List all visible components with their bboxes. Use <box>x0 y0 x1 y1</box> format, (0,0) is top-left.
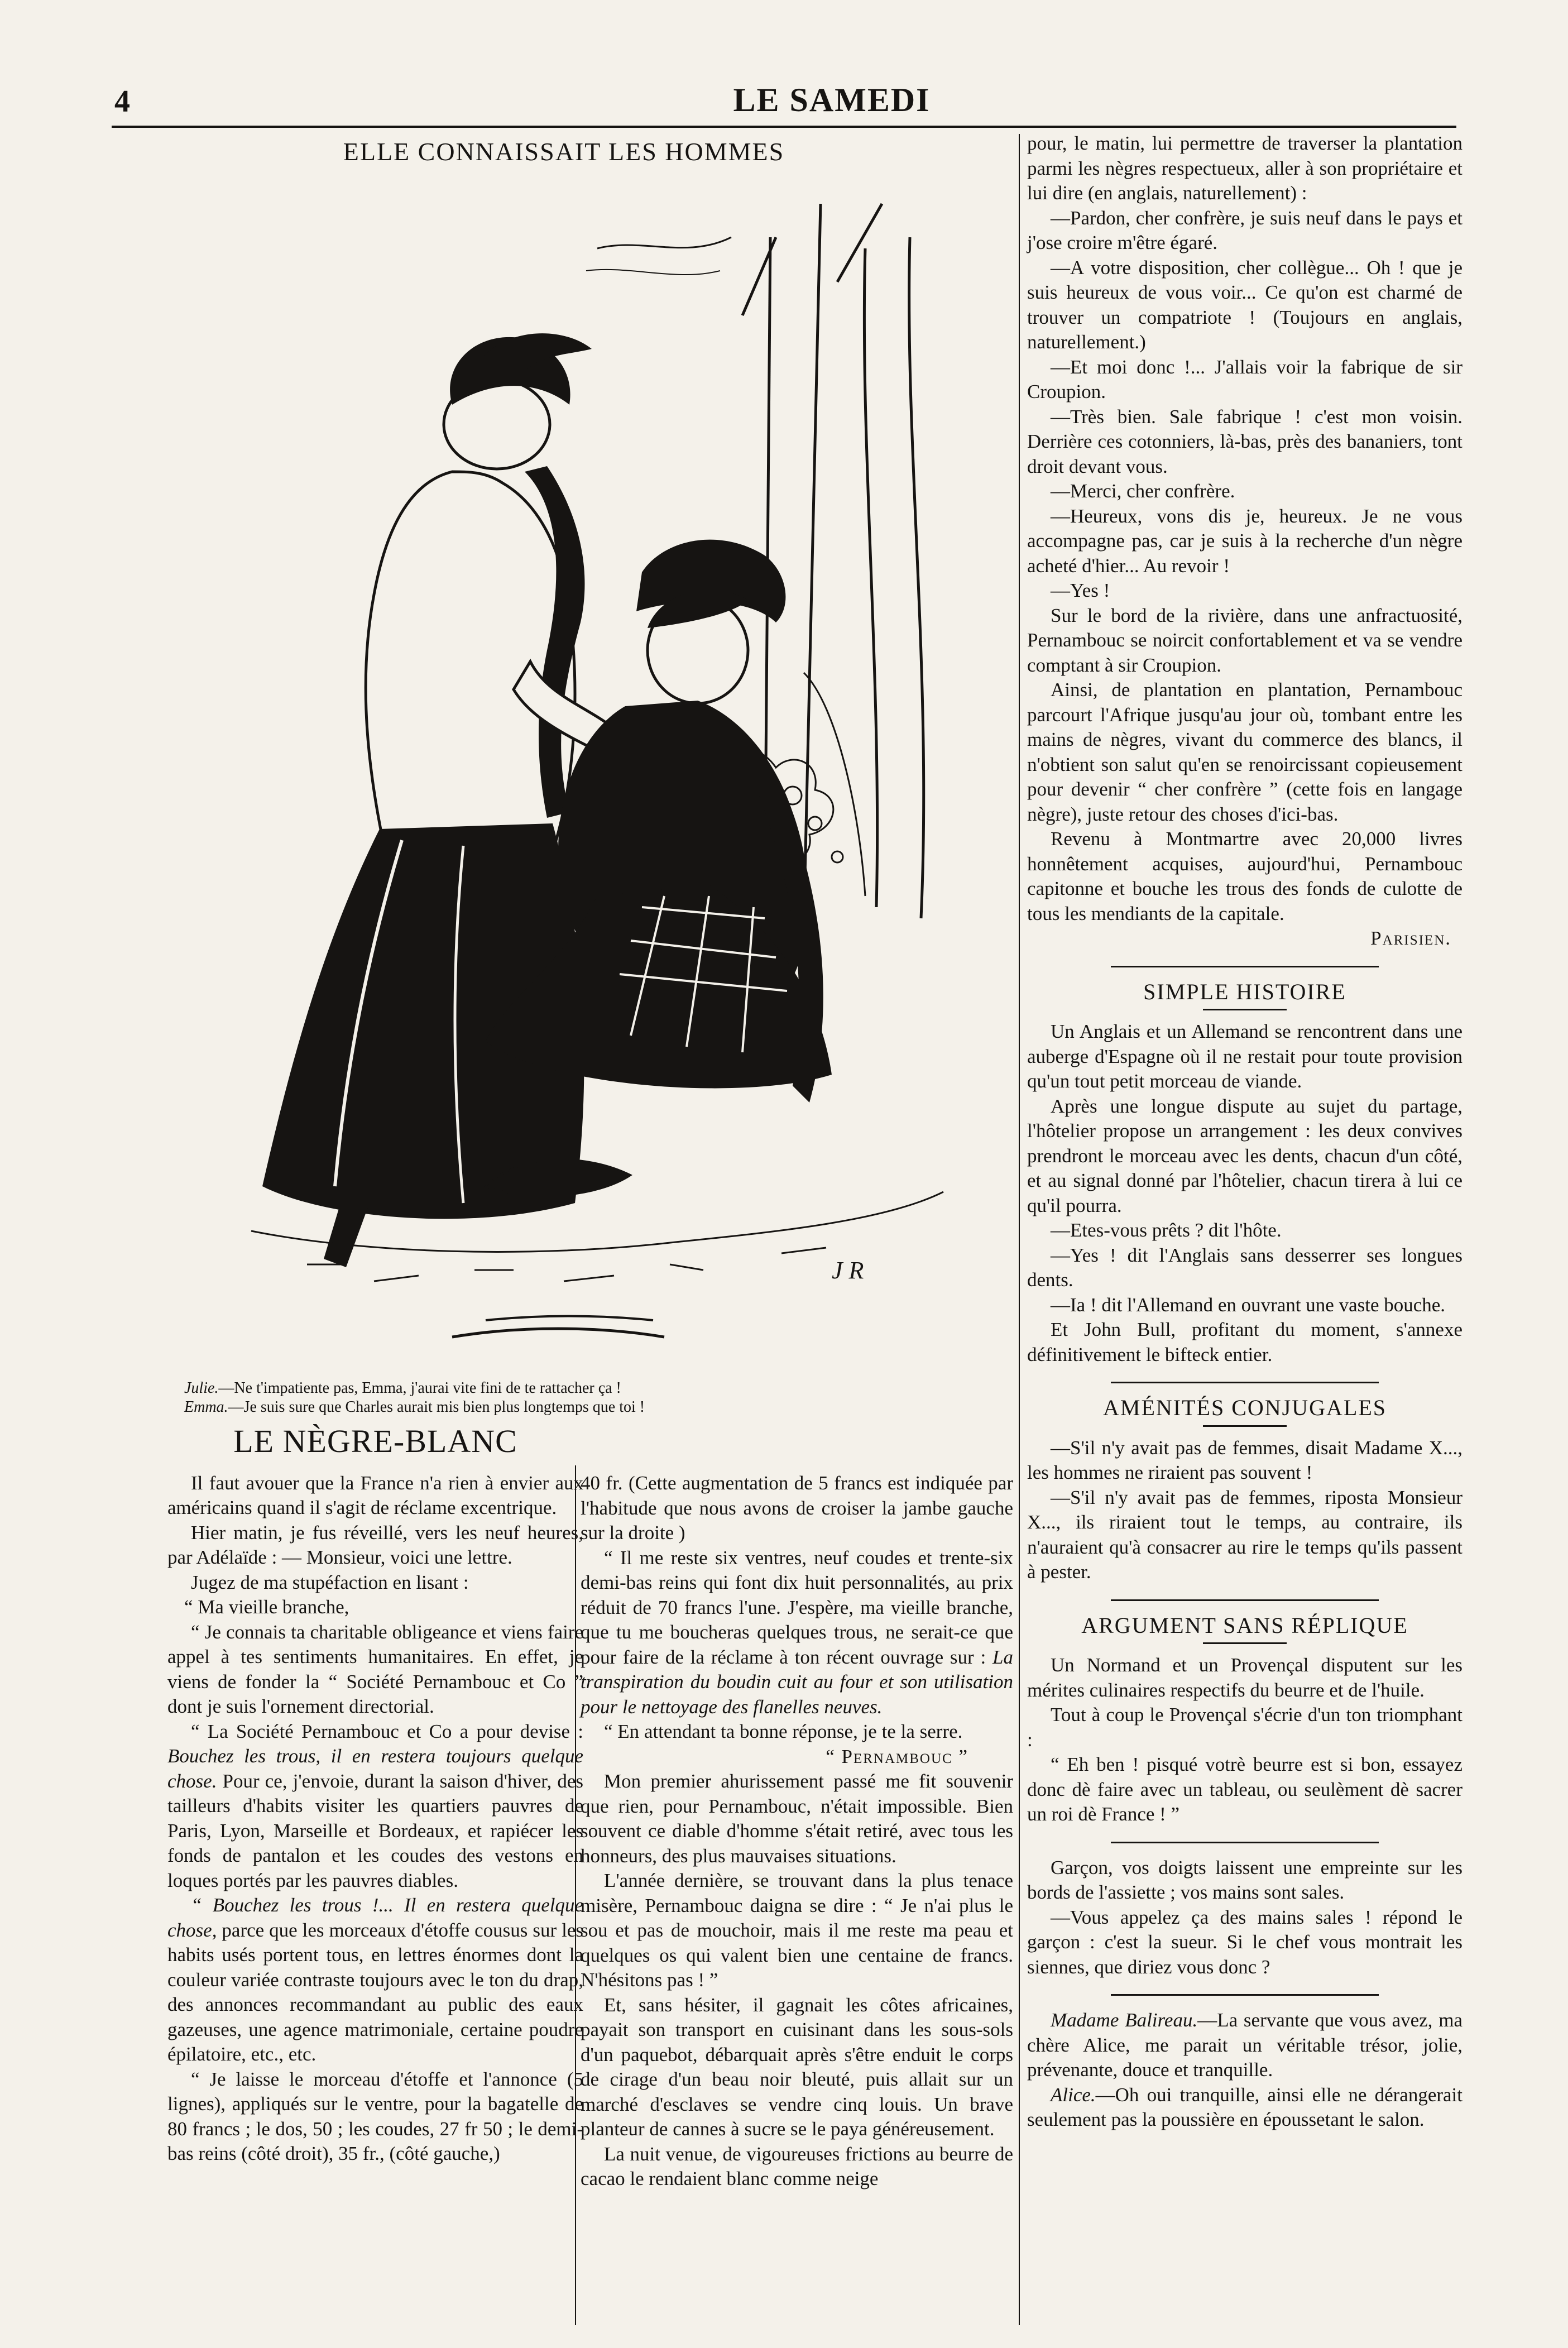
column-3 <box>1027 131 1462 2133</box>
paragraph: “ Je connais ta charitable obligeance et viens faire appel à tes sentiments humanitaires. En effet, je viens de fonder la “ Société Pernambouc et Co ” dont je suis l'ornement directorial. <box>167 1621 583 1717</box>
caption-text-1: —Ne t'impatiente pas, Emma, j'aurai vite fini de te rattacher ça ! <box>218 1379 621 1397</box>
paragraph: “ Eh ben ! pisqué votrè beurre est si bon, essayez donc dè faire avec un tableau, ou seulèment dè sacrer un roi dè France ! ” <box>1027 1753 1462 1825</box>
paragraph: Hier matin, je fus réveillé, vers les neuf heures, par Adélaïde : — Monsieur, voici une lettre. <box>167 1521 583 1568</box>
paragraph: Un Normand et un Provençal disputent sur les mérites culinaires respectifs du beurre et de l'huile. <box>1027 1654 1462 1701</box>
paragraph: Ainsi, de plantation en plantation, Pernambouc parcourt l'Afrique jusqu'au jour où, tombant entre les mains de nègres, vivant du commerce des blancs, il n'obtient son salut qu'en se renoircissant copieusement pour devenir “ cher confrère ” (cette fois en langage nègre), juste retour des choses d'ici-bas. <box>1027 679 1462 825</box>
header-rule <box>112 126 1456 128</box>
paragraph: Mon premier ahurissement passé me fit souvenir que rien, pour Pernambouc, n'était impossible. Bien souvent ce diable d'homme s'était retiré, avec tous les honneurs, des plus mauvaises situations. <box>581 1770 1013 1867</box>
paragraph: —Vous appelez ça des mains sales ! répond le garçon : c'est la sueur. Si le chef vous montrait les siennes, que diriez vous donc ? <box>1027 1906 1462 1978</box>
paragraph: —S'il n'y avait pas de femmes, disait Madame X..., les hommes ne riraient pas souvent ! <box>1027 1436 1462 1483</box>
masthead: LE SAMEDI <box>733 82 931 118</box>
text-run: “ La Société Pernambouc et Co a pour devise : <box>191 1720 583 1742</box>
letter-salutation: “ Ma vieille branche, <box>184 1596 349 1618</box>
speaker-name: Madame Balireau. <box>1051 2009 1198 2031</box>
speaker-name: Alice. <box>1051 2083 1096 2106</box>
column-rule-2 <box>1019 134 1020 2325</box>
article-title-amenites: AMÉNITÉS CONJUGALES <box>1103 1395 1387 1420</box>
section-divider <box>1111 1842 1379 1843</box>
text-run: parce que les morceaux d'étoffe cousus sur les habits usés portent tous, en lettres énormes dont la couleur variée contraste toujours avec le ton du drap, des annonces recommandant au public des eaux gazeuses, une agence matrimoniale, certaine poudre épilatoire, etc., etc. <box>167 1919 583 2065</box>
text-run: —La servante que vous avez, ma chère Alice, me parait un véritable trésor, jolie, prévenante, douce et tranquille. <box>1027 2009 1462 2081</box>
paragraph: —Heureux, vons dis je, heureux. Je ne vous accompagne pas, car je suis à la recherche d'un nègre acheté d'hier... Au revoir ! <box>1027 505 1462 577</box>
motto: “ Bouchez les trous !... Il en restera quelque chose, <box>167 1894 583 1941</box>
paragraph <box>1027 2008 1462 2083</box>
caption-line-2 <box>184 1398 966 1417</box>
caption-speaker-2: Emma. <box>184 1398 228 1416</box>
article-title-simple-histoire: SIMPLE HISTOIRE <box>1143 979 1346 1004</box>
book-title: La transpiration du boudin cuit au four et son utilisation pour le nettoyage des flanelles neuves. <box>581 1646 1013 1718</box>
column-2 <box>581 1471 1013 2192</box>
paragraph: Il faut avouer que la France n'a rien à envier aux américains quand il s'agit de réclame excentrique. <box>167 1472 583 1518</box>
text-run: Pour ce, j'envoie, durant la saison d'hiver, des tailleurs d'habits visiter les quartiers pauvres de Paris, Lyon, Marseille et Bordeaux, et rapiécer les fonds de pantalon et les coudes des vestons en loques portés par les pauvres diables. <box>167 1770 583 1891</box>
paragraph: Après une longue dispute au sujet du partage, l'hôtelier propose un arrangement : les deux convives prendront le morceau avec les dents, chacun d'un côté, et au signal donné par l'hôtelier, chacun tirera à lui ce qu'il pourra. <box>1027 1095 1462 1216</box>
paragraph: pour, le matin, lui permettre de traverser la plantation parmi les nègres respectueux, aller à son propriétaire et lui dire (en anglais, naturellement) : <box>1027 132 1462 204</box>
column-1 <box>167 1423 583 2167</box>
paragraph: —Et moi donc !... J'allais voir la fabrique de sir Croupion. <box>1027 356 1462 402</box>
paragraph: —A votre disposition, cher collègue... Oh ! que je suis heureux de vous voir... Ce qu'on est charmé de trouver un compatriote ! (Toujours en anglais, naturellement.) <box>1027 256 1462 353</box>
article-title-argument: ARGUMENT SANS RÉPLIQUE <box>1081 1612 1408 1638</box>
paragraph: Revenu à Montmartre avec 20,000 livres honnêtement acquises, aujourd'hui, Pernambouc capitonne et bouche les trous des fonds de culotte de tous les mendiants de la capitale. <box>1027 828 1462 924</box>
section-divider <box>1111 1599 1379 1601</box>
illustration-title: ELLE CONNAISSAIT LES HOMMES <box>343 137 785 166</box>
caption-text-2: —Je suis sure que Charles aurait mis bien plus longtemps que toi ! <box>228 1398 645 1416</box>
paragraph: “ En attendant ta bonne réponse, je te la serre. <box>604 1721 963 1742</box>
artist-signature: J R <box>832 1257 864 1284</box>
paragraph <box>167 1719 583 1894</box>
paragraph: L'année dernière, se trouvant dans la plus tenace misère, Pernambouc daigna se dire : “ Je n'ai plus le sou et pas de mouchoir, mais il me reste ma peau et quelques os qui valent bien une centaine de francs. N'hésitons pas ! ” <box>581 1870 1013 1991</box>
text-run: “ Il me reste six ventres, neuf coudes et trente-six demi-bas reins qui font dix huit personnalités, au prix réduit de 70 francs l'une. J'espère, ma vieille branche, que tu me boucheras quelques trous, ne serait-ce que pour faire de la réclame à ton récent ouvrage sur : <box>581 1546 1013 1668</box>
paragraph: —Yes ! <box>1051 579 1110 601</box>
caption-speaker-1: Julie. <box>184 1379 219 1397</box>
standing-woman-figure <box>262 333 614 1267</box>
paragraph: Sur le bord de la rivière, dans une anfractuosité, Pernambouc se noircit confortablement et va se vendre comptant à sir Croupion. <box>1027 604 1462 676</box>
caption-line-1 <box>184 1379 966 1398</box>
paragraph: 40 fr. (Cette augmentation de 5 francs est indiquée par l'habitude que nous avons de croiser la jambe gauche sur la droite ) <box>581 1472 1013 1544</box>
title-underline <box>1203 1642 1287 1644</box>
paragraph: Tout à coup le Provençal s'écrie d'un ton triomphant : <box>1027 1704 1462 1751</box>
paragraph: La nuit venue, de vigoureuses frictions au beurre de cacao le rendaient blanc comme neige <box>581 2143 1013 2189</box>
section-divider <box>1111 966 1379 967</box>
title-underline <box>1203 1425 1287 1427</box>
paragraph: —Pardon, cher confrère, je suis neuf dans le pays et j'ose croire m'être égaré. <box>1027 207 1462 253</box>
paragraph: —Ia ! dit l'Allemand en ouvrant une vaste bouche. <box>1051 1293 1446 1316</box>
paragraph: Jugez de ma stupéfaction en lisant : <box>191 1571 469 1593</box>
paragraph: Et, sans hésiter, il gagnait les côtes africaines, payait son transport en cuisinant dans les sous-sols d'un paquebot, débarquait après s'être enduit le corps de cirage d'un beau noir bleuté, puis allait sur un marché d'esclaves se vendre cinq louis. Un brave planteur de cannes à sucre se le paya généreusement. <box>581 1994 1013 2140</box>
title-underline <box>1203 1009 1287 1010</box>
paragraph: —Merci, cher confrère. <box>1051 480 1235 502</box>
paragraph: Et John Bull, profitant du moment, s'annexe définitivement le bifteck entier. <box>1027 1319 1462 1365</box>
paragraph: —Yes ! dit l'Anglais sans desserrer ses longues dents. <box>1027 1244 1462 1291</box>
section-divider <box>1111 1382 1379 1383</box>
paragraph <box>1027 2083 1462 2133</box>
paragraph: —Etes-vous prêts ? dit l'hôte. <box>1051 1219 1282 1241</box>
letter-signature: “ Pernambouc ” <box>826 1745 968 1767</box>
illustration-engraving <box>140 170 977 1371</box>
paragraph <box>167 1893 583 2067</box>
paragraph: —S'il n'y avait pas de femmes, riposta Monsieur X..., ils riraient tout le temps, au contraire, ils n'auraient qu'à consacrer au rire le temps qu'ils passent à pester. <box>1027 1486 1462 1583</box>
paragraph: —Très bien. Sale fabrique ! c'est mon voisin. Derrière ces cotonniers, là-bas, près des bananiers, tont droit devant vous. <box>1027 405 1462 477</box>
section-divider <box>1111 1994 1379 1996</box>
paragraph: “ Je laisse le morceau d'étoffe et l'annonce (5 lignes), appliqués sur le ventre, pour la bagatelle de 80 francs ; le dos, 50 ; les coudes, 27 fr 50 ; le demi-bas reins (côté droit), 35 fr., (côté gauche,) <box>167 2068 583 2164</box>
motto: Bouchez les trous, il en restera toujours quelque chose. <box>167 1745 583 1792</box>
paragraph <box>581 1546 1013 1720</box>
article-signature: Parisien. <box>1370 927 1451 949</box>
article-title-negre-blanc: LE NÈGRE-BLANC <box>233 1423 517 1459</box>
page-number: 4 <box>114 84 130 119</box>
paragraph: Un Anglais et un Allemand se rencontrent dans une auberge d'Espagne où il ne restait pour toute provision qu'un tout petit morceau de viande. <box>1027 1020 1462 1092</box>
text-run: —Oh oui tranquille, ainsi elle ne dérangerait seulement pas la poussière en époussetant le salon. <box>1027 2083 1462 2130</box>
paragraph: Garçon, vos doigts laissent une empreinte sur les bords de l'assiette ; vos mains sont sales. <box>1027 1856 1462 1903</box>
illustration-caption <box>184 1379 966 1417</box>
